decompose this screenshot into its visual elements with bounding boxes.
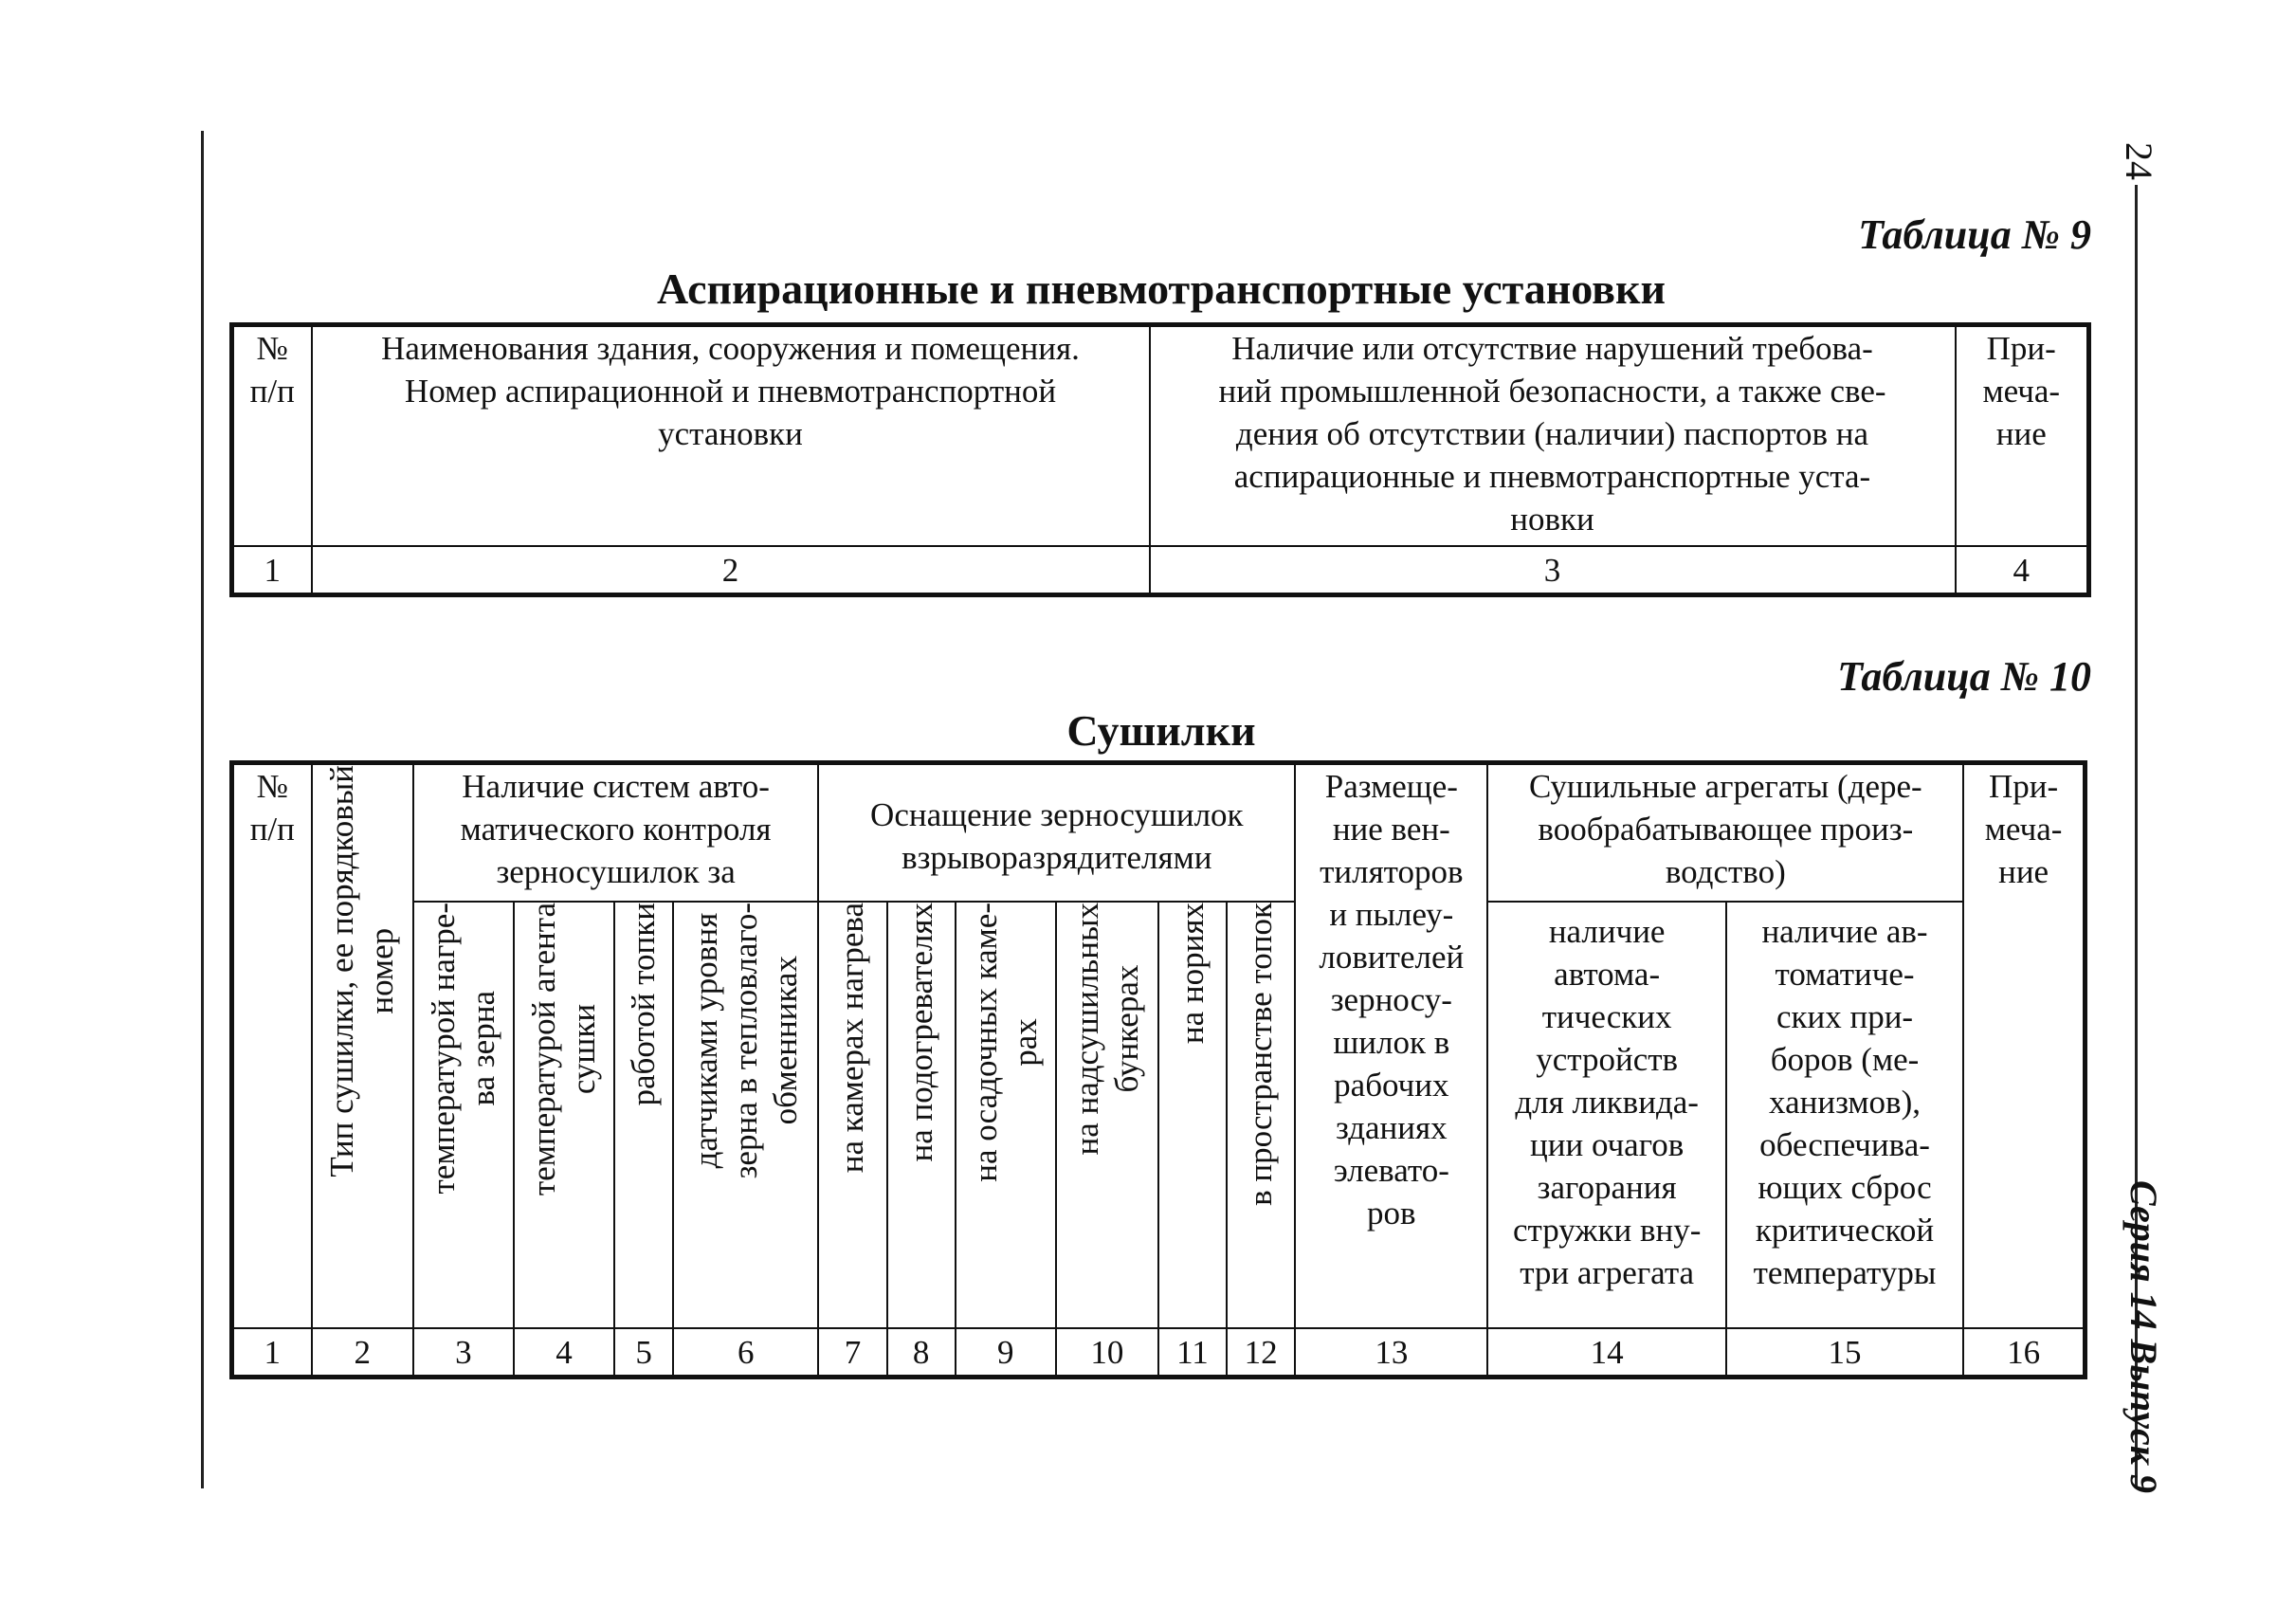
table10-sub-blast: на надсушильных бункерах [1067,902,1145,1156]
table9-header-violations: Наличие или отсутствие нарушений требова- ний промышленной безопасности, а также све- дения об отсутствии (наличии) паспортов на аспирационные и пневмотранспортные уста- новки [1150,325,1956,546]
table10-sub-cell [1158,902,1227,1328]
table10 [229,760,2087,1379]
table10-colnum: 15 [1726,1328,1963,1378]
table10-sub-control: датчиками уровня зерна в тепловлаго- обменниках [686,902,804,1178]
table10-sub-dryers: наличие автома- тических устройств для ликвида- ции очагов загорания стружки вну- три агрегата [1487,902,1725,1328]
table10-label: Таблица № 10 [1837,653,2091,700]
table10-colnum: 3 [413,1328,514,1378]
table10-sub-cell [887,902,956,1328]
table10-header-type: Тип сушилки, ее порядковый номер [323,765,401,1177]
table10-colnum: 16 [1963,1328,2085,1378]
table10-sub-cell [1056,902,1158,1328]
table10-sub-cell [614,902,673,1328]
table10-colnum: 4 [514,1328,614,1378]
table10-sub-cell [1227,902,1295,1328]
table10-header-dryers-group: Сушильные агрегаты (дере- вообрабатывающее произ- водство) [1487,763,1963,902]
table9-label: Таблица № 9 [1858,211,2091,258]
table10-header-fans: Размеще- ние вен- тиляторов и пылеу- ловителей зерносу- шилок в рабочих зданиях элевато- ров [1295,763,1487,1328]
table10-sub-blast: на нориях [1173,902,1211,1044]
table10-header-control-group: Наличие систем авто- матического контроля зерносушилок за [413,763,819,902]
table10-header-note: При- меча- ние [1963,763,2085,1328]
table10-sub-cell [413,902,514,1328]
table9-colnum: 1 [232,546,312,595]
table10-sub-control: температурой нагре- ва зерна [424,902,501,1194]
table10-colnum: 14 [1487,1328,1725,1378]
table10-sub-cell [514,902,614,1328]
table10-colnum: 10 [1056,1328,1158,1378]
table10-colnum: 6 [673,1328,818,1378]
left-margin-rule [201,131,204,1488]
table10-colnum: 7 [818,1328,886,1378]
table10-sub-cell [956,902,1056,1328]
table10-colnum: 12 [1227,1328,1295,1378]
table10-sub-cell [818,902,886,1328]
table9 [229,322,2091,597]
series-label: Серия 14 Выпуск 9 [2122,1179,2165,1494]
table10-header-type-cell [312,763,413,1328]
page-number: 24 [2118,142,2160,180]
table9-colnum: 2 [312,546,1150,595]
table10-sub-control: температурой агента сушки [525,902,602,1195]
table10-colnum: 2 [312,1328,413,1378]
table10-sub-blast: на камерах нагрева [833,902,871,1173]
table10-sub-cell [673,902,818,1328]
table10-header-blast-group: Оснащение зерносушилок взрыворазрядителями [818,763,1295,902]
table9-title: Аспирационные и пневмотранспортные установки [657,265,1666,313]
table9-header-note: При- меча- ние [1956,325,2089,546]
table10-title: Сушилки [1066,706,1256,755]
table10-colnum: 1 [232,1328,312,1378]
table10-colnum: 9 [956,1328,1056,1378]
table10-colnum: 5 [614,1328,673,1378]
table10-colnum: 8 [887,1328,956,1378]
table10-sub-blast: на подогревателях [902,902,939,1162]
table9-colnum: 4 [1956,546,2089,595]
table9-header-num: № п/п [232,325,312,546]
table10-sub-control: работой топки [625,902,663,1105]
table10-colnum: 13 [1295,1328,1487,1378]
table10-colnum: 11 [1158,1328,1227,1378]
table9-header-name: Наименования здания, сооружения и помещения. Номер аспирационной и пневмотранспортной установки [312,325,1150,546]
table10-sub-dryers: наличие ав- томатиче- ских при- боров (ме- ханизмов), обеспечива- ющих сброс критической температуры [1726,902,1963,1328]
table10-sub-blast: на осадочных каме- рах [966,902,1044,1182]
table10-header-num: № п/п [232,763,312,1328]
table9-colnum: 3 [1150,546,1956,595]
table10-sub-blast: в пространстве топок [1242,902,1280,1206]
